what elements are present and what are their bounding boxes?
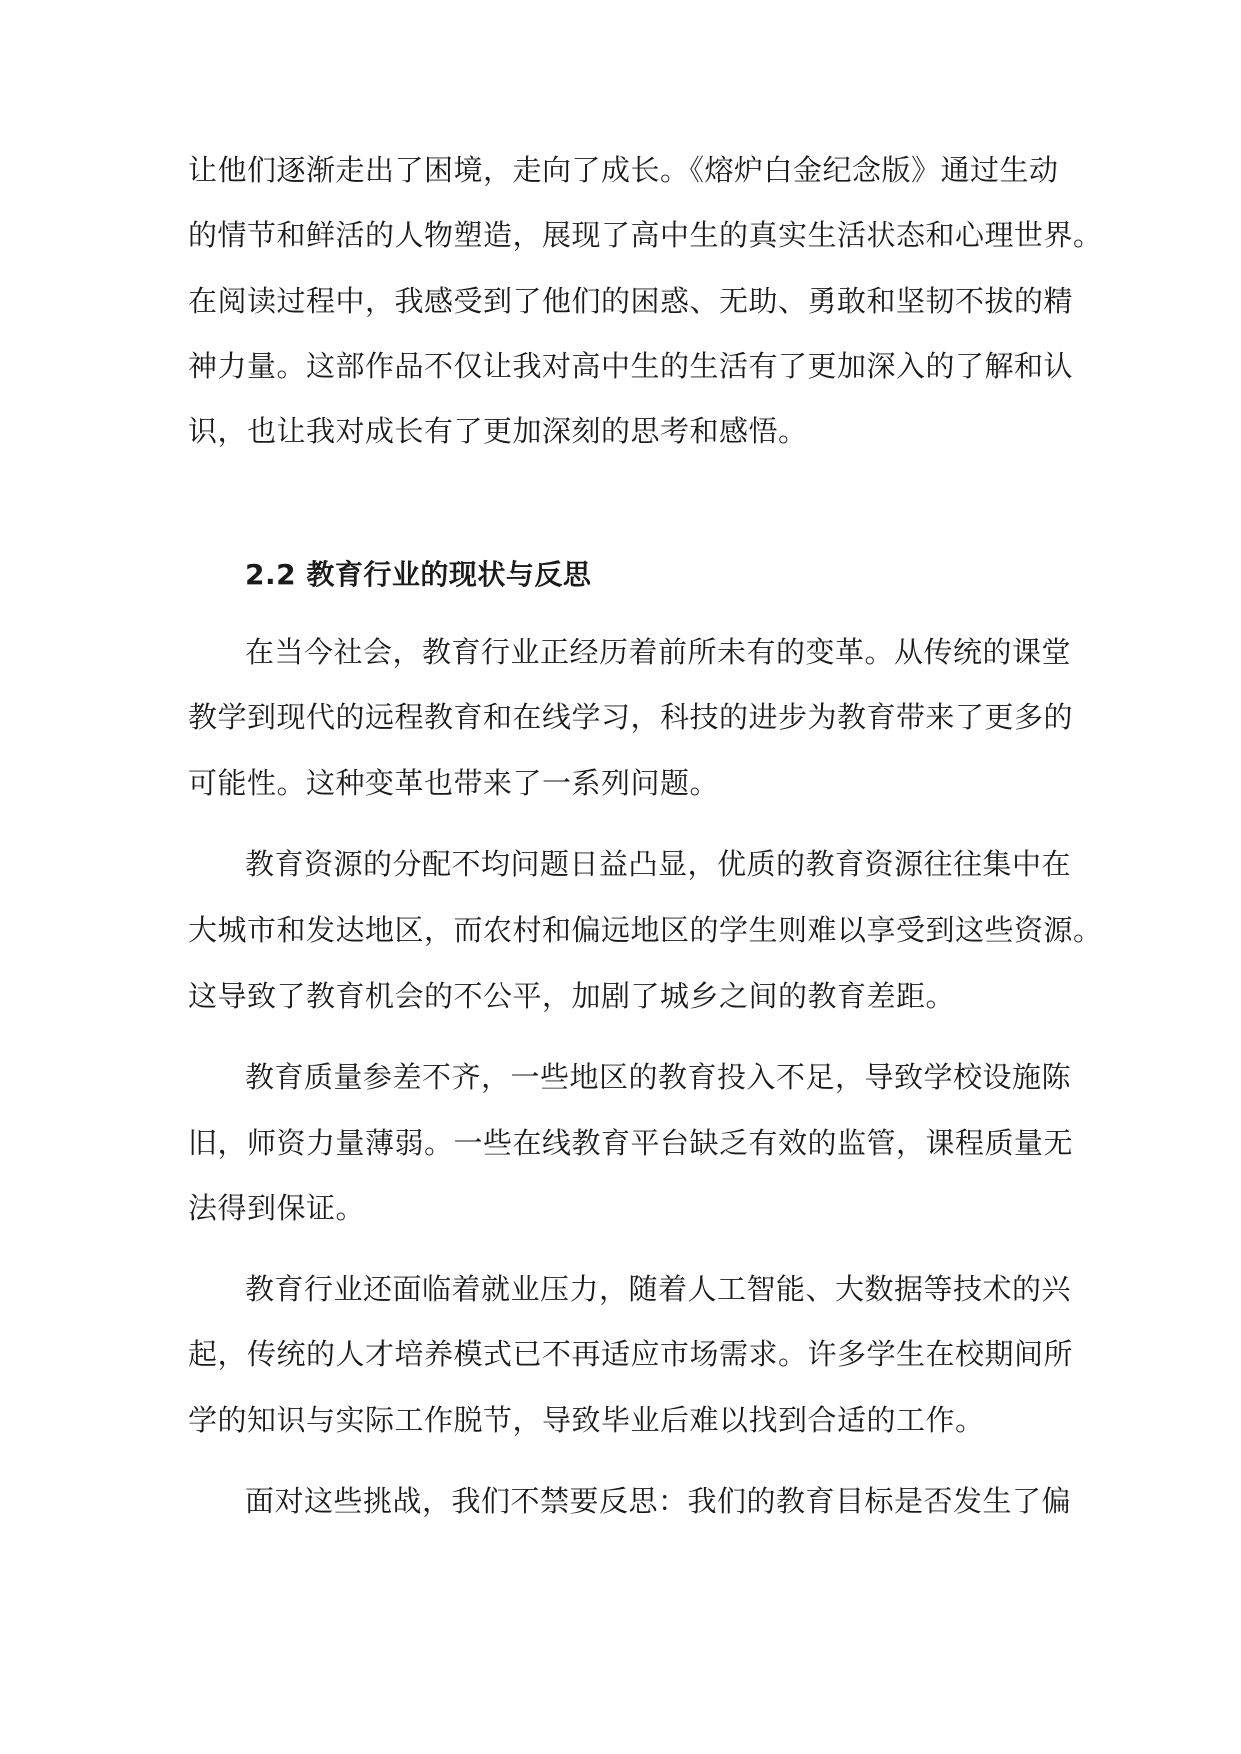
paragraph-line: 神力量。这部作品不仅让我对高中生的生活有了更加深入的了解和认 [188,349,1074,383]
paragraph-line: 教育质量参差不齐，一些地区的教育投入不足，导致学校设施陈 [245,1060,1072,1094]
paragraph-line: 在当今社会，教育行业正经历着前所未有的变革。从传统的课堂 [245,635,1072,669]
paragraph-line: 在阅读过程中，我感受到了他们的困惑、无助、勇敢和坚韧不拔的精 [188,284,1074,318]
paragraph-line: 教育资源的分配不均问题日益凸显，优质的教育资源往往集中在 [245,847,1072,881]
paragraph-line: 教学到现代的远程教育和在线学习，科技的进步为教育带来了更多的 [188,700,1074,734]
paragraph-line: 大城市和发达地区，而农村和偏远地区的学生则难以享受到这些资源。 [188,913,1103,947]
paragraph-line: 面对这些挑战，我们不禁要反思：我们的教育目标是否发生了偏 [245,1484,1072,1518]
section-heading: 2.2 教育行业的现状与反思 [245,558,592,591]
paragraph-line: 起，传统的人才培养模式已不再适应市场需求。许多学生在校期间所 [188,1337,1074,1371]
paragraph-line: 法得到保证。 [188,1191,366,1225]
paragraph-line: 旧，师资力量薄弱。一些在线教育平台缺乏有效的监管，课程质量无 [188,1126,1074,1160]
paragraph-line: 识，也让我对成长有了更加深刻的思考和感悟。 [188,414,808,448]
paragraph-line: 的情节和鲜活的人物塑造，展现了高中生的真实生活状态和心理世界。 [188,218,1103,252]
paragraph-line: 可能性。这种变革也带来了一系列问题。 [188,766,720,800]
paragraph-line: 让他们逐渐走出了困境，走向了成长。《熔炉白金纪念版》通过生动 [188,153,1059,187]
paragraph-line: 这导致了教育机会的不公平，加剧了城乡之间的教育差距。 [188,979,956,1013]
paragraph-line: 教育行业还面临着就业压力，随着人工智能、大数据等技术的兴 [245,1272,1072,1306]
paragraph-line: 学的知识与实际工作脱节，导致毕业后难以找到合适的工作。 [188,1403,985,1437]
